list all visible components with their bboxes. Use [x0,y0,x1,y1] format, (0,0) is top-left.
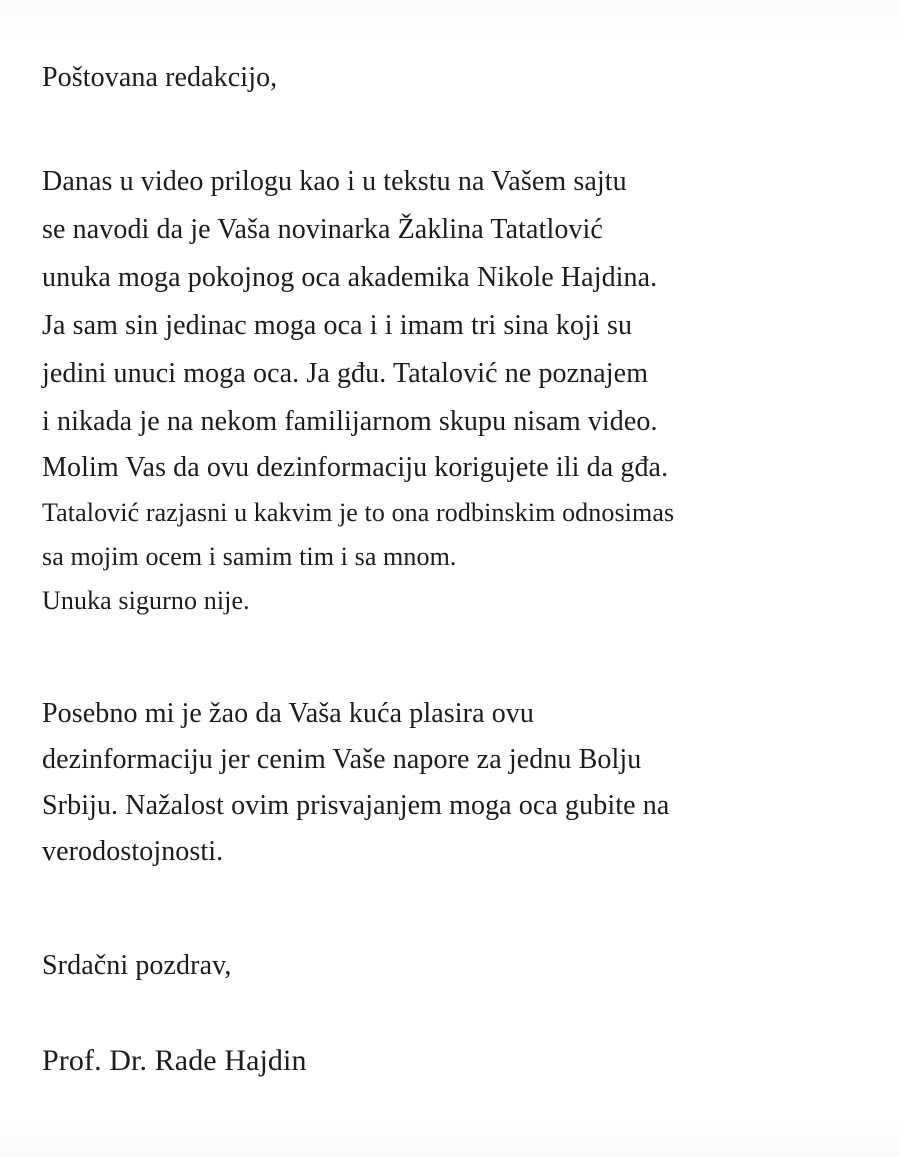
paragraph2-line-3: Srbiju. Nažalost ovim prisvajanjem moga oca gubite na [42,790,670,821]
paragraph2-line-1: Posebno mi je žao da Vaša kuća plasira ovu [42,698,534,729]
paragraph1-line-7: Molim Vas da ovu dezinformaciju korigujete ili da gđa. [42,452,669,483]
paragraph2-line-2: dezinformaciju jer cenim Vaše napore za jednu Bolju [42,744,642,775]
paragraph1-line-2: se navodi da je Vaša novinarka Žaklina Tatatlović [42,214,603,245]
closing: Srdačni pozdrav, [42,950,232,981]
paragraph1-line-5: jedini unuci moga oca. Ja gđu. Tatalović ne poznajem [42,358,649,389]
paragraph1-line-6: i nikada je na nekom familijarnom skupu nisam video. [42,406,658,437]
salutation: Poštovana redakcijo, [42,62,278,93]
paragraph1-line-8: Tatalović razjasni u kakvim je to ona rodbinskim odnosimas [42,498,675,527]
paragraph1-line-1: Danas u video prilogu kao i u tekstu na Vašem sajtu [42,166,627,197]
signature: Prof. Dr. Rade Hajdin [42,1044,307,1077]
paragraph1-line-10: Unuka sigurno nije. [42,586,250,615]
paragraph1-line-9: sa mojim ocem i samim tim i sa mnom. [42,542,457,571]
paragraph1-line-3: unuka moga pokojnog oca akademika Nikole Hajdina. [42,262,658,293]
paragraph1-line-4: Ja sam sin jedinac moga oca i i imam tri sina koji su [42,310,633,341]
paragraph2-line-4: verodostojnosti. [42,836,224,867]
